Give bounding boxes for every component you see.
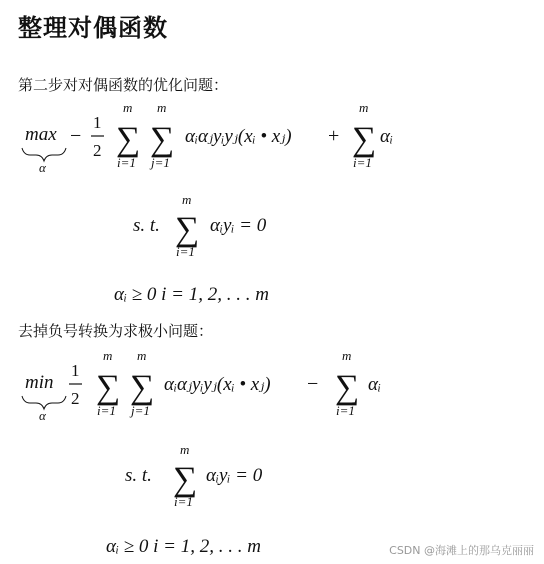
st-sum-sigma: ∑ bbox=[175, 211, 200, 248]
st-label: s. t. bbox=[125, 465, 152, 486]
st-expression: αᵢyᵢ = 0 bbox=[206, 465, 263, 486]
sum1-upper-m: m bbox=[123, 100, 133, 115]
sum3-sigma: ∑ bbox=[335, 369, 360, 406]
st-sum-lower-i: i=1 bbox=[176, 244, 195, 259]
fraction-numerator: 1 bbox=[93, 113, 102, 132]
sum3-upper-m: m bbox=[359, 100, 369, 115]
st-expression: αᵢyᵢ = 0 bbox=[210, 215, 267, 236]
sum2-upper-m: m bbox=[157, 100, 167, 115]
sum1-lower-i: i=1 bbox=[117, 155, 136, 170]
sum3-lower-i: i=1 bbox=[353, 155, 372, 170]
st-sum-lower-i: i=1 bbox=[174, 494, 193, 509]
alpha-i-term: αᵢ bbox=[380, 126, 393, 147]
min-objective-formula bbox=[0, 348, 544, 428]
minus-sign: − bbox=[70, 125, 82, 147]
max-operator: max bbox=[25, 124, 57, 145]
minimize-text: 去掉负号转换为求极小问题： bbox=[18, 322, 214, 340]
sum3-upper-m: m bbox=[342, 348, 352, 363]
st-label: s. t. bbox=[133, 215, 160, 236]
min-subscript-alpha: α bbox=[39, 408, 46, 423]
st-sum-sigma: ∑ bbox=[173, 461, 198, 498]
st-sum-upper-m: m bbox=[182, 192, 192, 207]
watermark: CSDN @海滩上的那乌克丽丽 bbox=[389, 544, 534, 557]
summand-term: αᵢαⱼyᵢyⱼ(xᵢ • xⱼ) bbox=[185, 126, 292, 147]
page-title: 整理对偶函数 bbox=[18, 14, 168, 42]
fraction-denominator: 2 bbox=[93, 141, 102, 160]
st-constraint-formula bbox=[0, 192, 544, 262]
min-operator: min bbox=[25, 372, 54, 393]
summand-term: αᵢαⱼyᵢyⱼ(xᵢ • xⱼ) bbox=[164, 374, 271, 395]
nonneg-expression: αᵢ ≥ 0 i = 1, 2, . . . m bbox=[106, 536, 261, 557]
sum1-lower-i: i=1 bbox=[97, 403, 116, 418]
sum2-lower-j: j=1 bbox=[151, 155, 170, 170]
plus-sign: + bbox=[328, 125, 340, 147]
sum3-sigma: ∑ bbox=[352, 121, 377, 158]
fraction-numerator: 1 bbox=[71, 361, 80, 380]
max-subscript-alpha: α bbox=[39, 160, 46, 175]
alpha-i-term: αᵢ bbox=[368, 374, 381, 395]
step-two-text: 第二步对对偶函数的优化问题： bbox=[18, 76, 229, 94]
st-sum-upper-m: m bbox=[180, 442, 190, 457]
fraction-denominator: 2 bbox=[71, 389, 80, 408]
sum2-sigma: ∑ bbox=[150, 121, 175, 158]
sum3-lower-i: i=1 bbox=[336, 403, 355, 418]
nonneg-expression: αᵢ ≥ 0 i = 1, 2, . . . m bbox=[114, 284, 269, 305]
sum1-sigma: ∑ bbox=[96, 369, 121, 406]
sum2-upper-m: m bbox=[137, 348, 147, 363]
sum1-sigma: ∑ bbox=[116, 121, 141, 158]
sum1-upper-m: m bbox=[103, 348, 113, 363]
minus-sign: − bbox=[307, 373, 319, 395]
st-constraint-formula-2 bbox=[0, 442, 544, 512]
nonneg-constraint-formula bbox=[0, 278, 544, 308]
max-objective-formula bbox=[0, 100, 544, 180]
sum2-sigma: ∑ bbox=[130, 369, 155, 406]
sum2-lower-j: j=1 bbox=[131, 403, 150, 418]
